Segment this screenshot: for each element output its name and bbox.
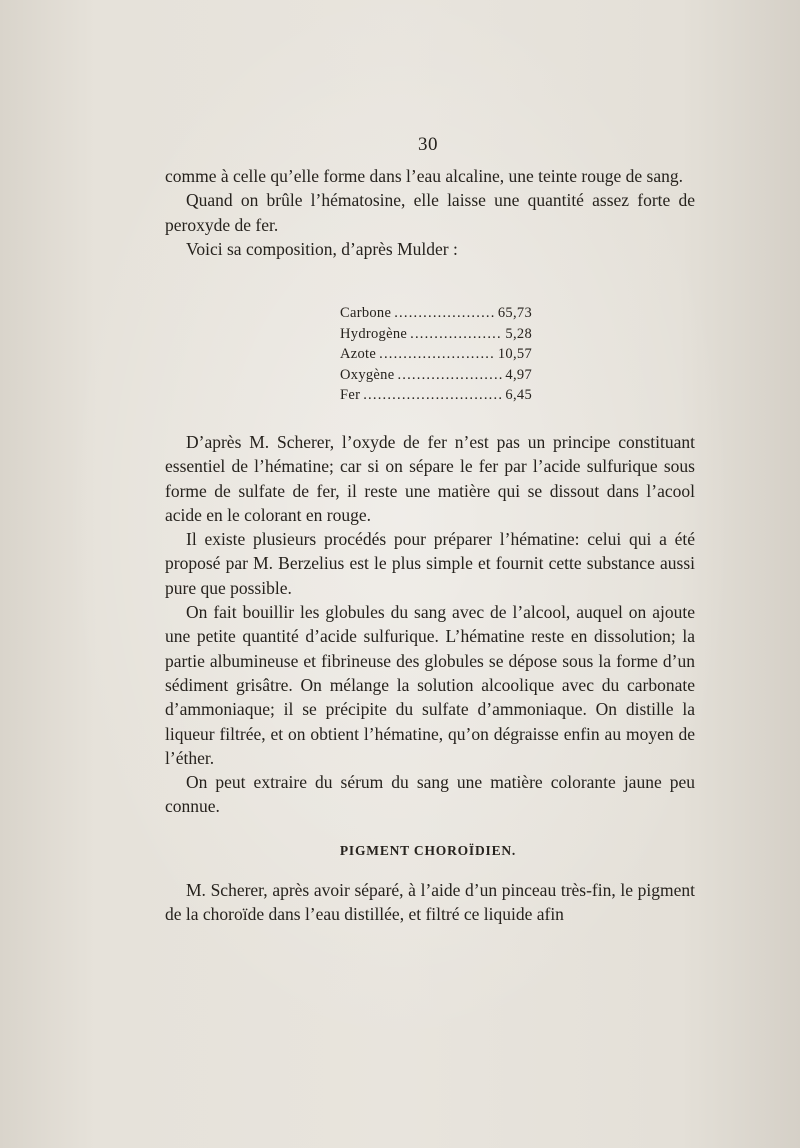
dot-leader [397,365,502,386]
paragraph-berzelius-procedure: On fait bouillir les globules du sang avec de l’alcool, auquel on ajoute une petite quantité d’acide sulfurique. L’hématine reste en dissolution; la partie albumineuse et fibrineuse des globules se dépose sous la forme d’un sédiment grisâtre. On mélange la solution alcoolique avec du carbonate d’ammoniaque; il se précipite du sulfate d’ammoniaque. On distille la liqueur filtrée, et on obtient l’hématine, qu’on dégraisse enfin au moyen de l’éther. [165,602,695,768]
section-heading: PIGMENT CHOROÏDIEN. [339,843,517,858]
composition-row [340,324,532,345]
element-value: 5,28 [505,325,532,342]
dot-leader [410,324,502,345]
paragraph-continuation: comme à celle qu’elle forme dans l’eau alcaline, une teinte rouge de sang. [165,166,683,186]
element-value: 10,57 [497,346,532,363]
top-text-block [165,164,695,261]
element-name: Oxygène [340,366,395,383]
paragraph-scherer-iron: D’après M. Scherer, l’oxyde de fer n’est pas un principe constituant essentiel de l’hématine; car si on sépare le fer par l’acide sulfurique sous forme de sulfate de fer, il reste une matière qui se dissout dans l’acool acide en le colorant en rouge. [165,432,695,525]
dot-leader [394,303,495,324]
element-name: Hydrogène [340,325,408,342]
composition-row [340,365,532,386]
paragraph-composition-intro: Voici sa composition, d’après Mulder : [186,238,458,259]
element-value: 65,73 [497,305,532,321]
composition-row [340,385,532,406]
paragraph-serum-yellow: On peut extraire du sérum du sang une matière colorante jaune peu connue. [165,772,695,817]
composition-row [340,303,532,324]
paragraph-hematosine-burning: Quand on brûle l’hématosine, elle laisse une quantité assez forte de peroxyde de fer. [165,190,695,235]
composition-row [340,344,532,365]
paragraph-preparation-methods: Il existe plusieurs procédés pour préparer l’hématine: celui qui a été proposé par M. Berzelius est le plus simple et fournit cette substance aussi pure que possible. [165,529,695,598]
composition-table [340,303,532,406]
element-name: Azote [340,346,377,363]
page-number: 30 [418,134,438,155]
dot-leader [363,385,502,406]
dot-leader [379,344,495,365]
paragraph-choroid-pigment: M. Scherer, après avoir séparé, à l’aide d’un pinceau très-fin, le pigment de la choroïde dans l’eau distillée, et filtré ce liquide afin [165,880,695,925]
element-value: 4,97 [505,366,532,383]
element-name: Fer [340,387,361,404]
element-name: Carbone [340,305,392,321]
element-value: 6,45 [505,387,532,404]
main-text-block [165,430,695,819]
last-text-block [165,878,695,927]
